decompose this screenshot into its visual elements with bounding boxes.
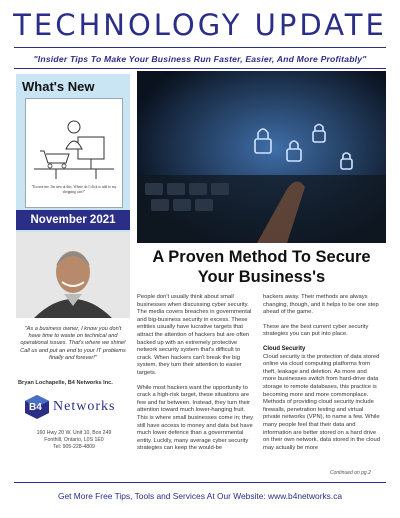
newsletter-tagline: "Insider Tips To Make Your Business Run Faster, Easier, And More Profitably" <box>33 54 367 64</box>
article-paragraph: Cloud security is the protection of data stored online via cloud computing platforms from theft, leakage and deletion. As more and more businesses switch from hard-drive data storage to remote databases, this practice is becoming more and more commonplace. Methods of providing cloud security include firewalls, penetration testing and virtual private networks (VPN), to name a few. While many people feel that their data and information are better stored on a hard drive on their own network, data stored in the cloud may actually be more <box>263 353 380 451</box>
cartoon-caption: "Excuse me, I'm new at this. Where do I click to add to my shopping cart?" <box>31 185 117 194</box>
address-line-1: 160 Hwy 20 W. Unit 10, Box 249 <box>36 430 112 436</box>
newsletter-title: TECHNOLOGY UPDATE <box>13 8 387 42</box>
cyber-lock-graphic <box>137 71 386 243</box>
continued-note: Continued on pg.2 <box>330 470 371 476</box>
masthead-rule-bottom <box>14 68 386 69</box>
address-line-2: Fonthill, Ontario, L0S 1E0 <box>44 437 104 443</box>
issue-month: November 2021 <box>16 210 130 230</box>
footer-text: Get More Free Tips, Tools and Services At Our Website: www.b4networks.ca <box>57 491 343 501</box>
article-paragraph: While most hackers want the opportunity to crack a high-risk target, these situations are few and far between. Instead, they turn their attention toward much lower-hanging fruit. This is where small businesses come in; they still have access to money and data but have much lower defence than a governmental entity. Luckily, many average cyber security strategies can keep the would-be <box>137 384 253 452</box>
article-column-1 <box>137 294 255 460</box>
article-paragraph: These are the best current cyber security strategies you can put into place. <box>263 323 369 338</box>
masthead-rule-top <box>14 47 386 48</box>
quote-author: Bryan Lochapelle, B4 Networks Inc. <box>18 380 113 386</box>
article-paragraph: hackers away. Their methods are always changing, though, and it helps to be one step ahead of the game. <box>263 294 379 316</box>
owner-photo <box>16 232 130 318</box>
logo-wordmark: Networks <box>53 399 116 414</box>
owner-quote: "As a business owner, I know you don't have time to waste on technical and operational issues. That's where we shine! Call us and put an end to your IT problems finally and forever!" <box>20 326 126 361</box>
owner-portrait <box>16 232 130 318</box>
article-headline: A Proven Method To Secure Your Business's <box>152 248 371 286</box>
section-heading: Cloud Security <box>263 345 306 352</box>
article-column-2 <box>263 294 381 459</box>
cartoon-illustration <box>25 98 123 208</box>
company-address <box>24 430 124 451</box>
whats-new-title: What's New <box>22 79 95 94</box>
company-logo <box>24 394 114 420</box>
footer-rule <box>14 482 386 483</box>
article-paragraph: People don't usually think about small businesses when discussing cyber security. The media covers breaches in governmental and big-business security in excess. These entities usually have lucrative targets that attract the attention of hackers but are often backed up with an extremely protective network security system that's difficult to crack. When hackers can't break the big system, they turn their attention to easier targets. <box>137 294 252 376</box>
hero-image <box>137 71 386 243</box>
logo-mark: B4 <box>29 402 42 413</box>
phone-number: Tel: 905-228-4809 <box>53 444 95 450</box>
